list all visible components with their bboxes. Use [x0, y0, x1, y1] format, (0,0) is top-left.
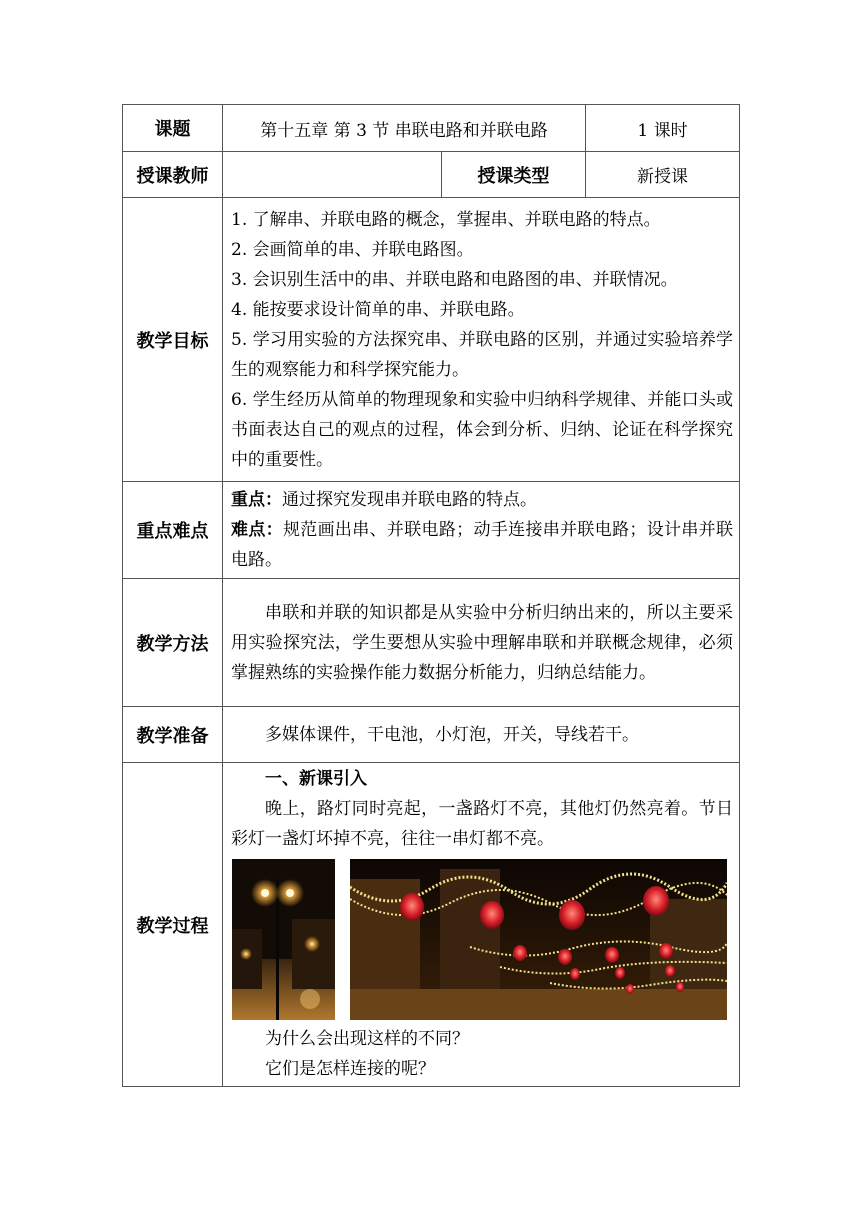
key-points-row: [123, 482, 740, 579]
objective-item: 5. 学习用实验的方法探究串、并联电路的区别，并通过实验培养学生的观察能力和科学探究能力。: [231, 329, 733, 380]
teacher-label: 授课教师: [123, 152, 223, 198]
process-label: 教学过程: [123, 763, 223, 1087]
type-label: 授课类型: [442, 152, 586, 198]
objective-item: 6. 学生经历从简单的物理现象和实验中归纳科学规律、并能口头或书面表达自己的观点的过程，体会到分析、归纳、论证在科学探究中的重要性。: [231, 389, 733, 470]
key-point-text: 通过探究发现串并联电路的特点。: [282, 490, 537, 510]
process-content: [223, 763, 740, 1087]
objective-item: 4. 能按要求设计简单的串、并联电路。: [231, 299, 525, 320]
key-point-label: 重点：: [231, 490, 282, 510]
objective-item: 1. 了解串、并联电路的概念，掌握串、并联电路的特点。: [231, 209, 661, 230]
preparation-content: [223, 707, 740, 763]
objectives-content: [223, 198, 740, 482]
process-question-1: 为什么会出现这样的不同？: [265, 1029, 469, 1049]
title-row: [123, 105, 740, 152]
method-content: [223, 579, 740, 707]
hours-value: 1 课时: [586, 105, 740, 152]
objectives-label: 教学目标: [123, 198, 223, 482]
key-points-label: 重点难点: [123, 482, 223, 579]
teacher-row: [123, 152, 740, 198]
title-value: 第十五章 第 3 节 串联电路和并联电路: [223, 105, 586, 152]
objectives-row: [123, 198, 740, 482]
objective-item: 2. 会画简单的串、并联电路图。: [231, 239, 474, 260]
title-label: 课题: [123, 105, 223, 152]
method-label: 教学方法: [123, 579, 223, 707]
difficulty-label: 难点：: [231, 520, 283, 540]
process-heading: 一、新课引入: [265, 769, 367, 789]
process-intro: 晚上，路灯同时亮起，一盏路灯不亮，其他灯仍然亮着。节日彩灯一盏灯坏掉不亮，往往一串灯都不亮。: [231, 799, 733, 849]
process-question-2: 它们是怎样连接的呢？: [265, 1059, 435, 1079]
process-row: [123, 763, 740, 1087]
preparation-label: 教学准备: [123, 707, 223, 763]
preparation-text: 多媒体课件，干电池，小灯泡，开关，导线若干。: [265, 724, 639, 745]
method-row: [123, 579, 740, 707]
objective-item: 3. 会识别生活中的串、并联电路和电路图的串、并联情况。: [231, 269, 678, 290]
type-value: 新授课: [586, 152, 740, 198]
street-lamp-photo: [232, 859, 335, 1020]
teacher-value: [223, 152, 442, 198]
preparation-row: [123, 707, 740, 763]
key-points-content: [223, 482, 740, 579]
lesson-plan-table: [122, 104, 740, 1087]
festival-lanterns-photo: [350, 859, 727, 1020]
method-text: 串联和并联的知识都是从实验中分析归纳出来的，所以主要采用实验探究法，学生要想从实验中理解串联和并联概念规律，必须掌握熟练的实验操作能力数据分析能力，归纳总结能力。: [231, 602, 733, 683]
difficulty-text: 规范画出串、并联电路；动手连接串并联电路；设计串并联电路。: [231, 520, 734, 570]
photo-area: [231, 854, 733, 1024]
